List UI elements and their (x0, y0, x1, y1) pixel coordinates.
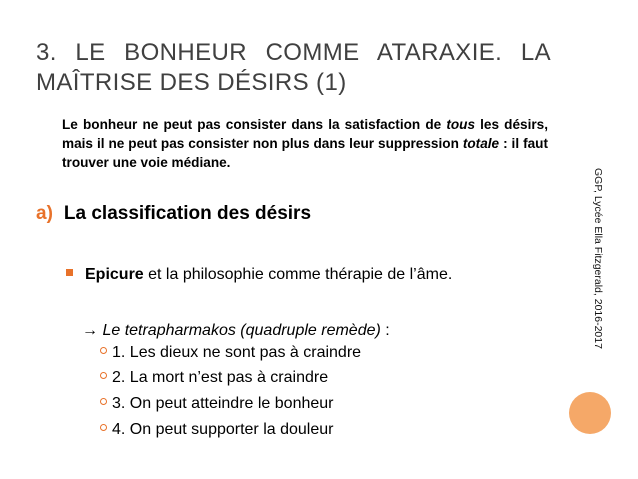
ring-bullet-icon (100, 398, 107, 405)
side-credit-label: GGP, Lycée Ella Fitzgerald, 2016-2017 (592, 168, 604, 349)
ring-bullet-icon (100, 347, 107, 354)
remedy-4: 4. On peut supporter la douleur (112, 421, 334, 438)
decorative-circle (569, 392, 611, 434)
bullet-text: et la philosophie comme thérapie de l’âme. (143, 266, 453, 283)
remedy-2: 2. La mort n’est pas à craindre (112, 369, 329, 386)
tetrapharmakos-line (82, 322, 390, 340)
intro-paragraph (62, 115, 548, 172)
ring-bullet-icon (100, 424, 107, 431)
intro-text-1: Le bonheur ne peut pas consister dans la satisfaction de (62, 117, 447, 132)
tetrapharmakos-text: → Le tetrapharmakos (quadruple remède) (82, 322, 381, 339)
intro-text-3: : il faut trouver une voie médiane. (62, 136, 548, 170)
remedy-1: 1. Les dieux ne sont pas à craindre (112, 344, 362, 361)
section-heading (36, 203, 311, 225)
list-item (100, 369, 328, 389)
intro-text-2: les désirs, mais il ne peut pas consister non plus dans leur suppression (62, 117, 548, 151)
ring-bullet-icon (100, 372, 107, 379)
slide-title: 3. LE BONHEUR COMME ATARAXIE. LA MAÎTRISE DES DÉSIRS (1) (36, 39, 551, 96)
tetrapharmakos-colon: : (380, 322, 390, 339)
remedy-3: 3. On peut atteindre le bonheur (112, 395, 334, 412)
intro-emphasis-tous: tous (446, 117, 476, 132)
square-bullet-icon (66, 269, 73, 276)
section-letter: a) (36, 203, 53, 224)
list-item (100, 395, 334, 415)
bullet-name: Epicure (85, 266, 144, 283)
bullet-epicure (66, 266, 452, 284)
section-title: La classification des désirs (63, 203, 312, 224)
list-item (100, 344, 361, 364)
list-item (100, 421, 333, 441)
intro-emphasis-totale: totale (462, 136, 500, 151)
